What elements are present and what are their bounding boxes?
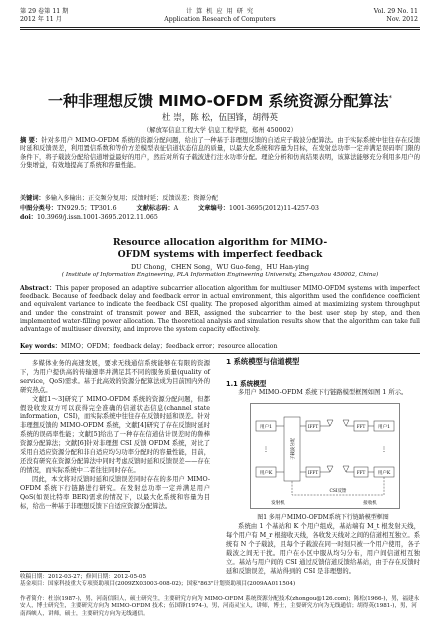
classification-row bbox=[20, 205, 420, 213]
body-paragraph: 多媒体业务的高速发展，要求无线通信系统能够在有限的资源下，为用户提供高的传输速率并满足其不同的服务质量(quality of service，QoS)需求。基于此高效的资源分配算法成为目前国内外的研究热点。 bbox=[20, 360, 210, 394]
body-paragraph: 系统由 1 个基站和 K 个用户组成，基站端有 M_t 根发射天线，每个用户有 M_r 根接收天线，各收发天线对之间的信道相互独立。系统有 N 个子载波，且每个子载波在同一时刻只被一个用户使用，各子载波之间无干扰。用户在小区中服从均匀分布，用户间信道相互独立。基站与用户间的 CSI 通过反馈信道反馈给基站，由于存在反馈时延和反馈误差，基站得到的 CSI 是非理想的。 bbox=[226, 523, 420, 575]
fft-label-2: FFT bbox=[356, 470, 366, 475]
paper-title-en: Resource allocation algorithm for MIMO-OFDM systems with imperfect feedback bbox=[112, 237, 328, 260]
keywords-cn-text: 多输入多输出；正交频分复用；反馈时延；反馈误差；资源分配 bbox=[44, 195, 218, 202]
abstract-en-text: This paper proposed an adaptive subcarrier allocation algorithm for multiuser MIMO-OFDM systems with imperfect feedback. Because of feedback delay and feedback error in actual environment, this algorithm used the confidence coefficient and equivalent variance to indicate the feedback CSI quality. The proposed algorithm aimed at maximizing system throughput and under the constraint of transmit power and BER, assigned the subcarrier to the best user step by step, and then implemented water-filling power allocation. The theoretical analysis and simulation results show that the algorithm can take full advantage of multiuser diversity, and improve the system capacity effectively. bbox=[20, 285, 420, 334]
userK-output-label: 用户K bbox=[377, 471, 391, 476]
article-number-label: 文章编号： bbox=[198, 205, 230, 212]
issue-date: 2012 年 11 月 bbox=[20, 16, 62, 24]
receiver-label: 接收机 bbox=[363, 501, 377, 506]
doc-code-label: 文献标志码： bbox=[136, 205, 174, 212]
rx-antenna-icon-1 bbox=[343, 420, 349, 426]
abstract-cn bbox=[20, 137, 420, 171]
affiliation-en: ( Institute of Information Engineering, PLA Information Engineering University, Zhengzhou 450002, China) bbox=[61, 272, 379, 278]
body-paragraph: 因此，本文将对反馈时延和反馈误差同时存在的多用户 MIMO-OFDM 系统下行链路进行研究。在发射总功率一定并满足用户 QoS(如误比特率 BER)需求的情况下，以最大化系统和容量为目标，给出一种基于非理想反馈下自适应资源分配算法。 bbox=[20, 475, 210, 510]
user1-output-label: 用户1 bbox=[377, 425, 391, 430]
system-model-figure bbox=[250, 403, 400, 509]
ellipsis-left: ⋮ bbox=[263, 446, 269, 453]
affiliation-cn: （解放军信息工程大学 信息工程学院，郑州 450002） bbox=[143, 127, 297, 134]
footnote-bio: 作者简介：杜崇(1987-)，男，河南信阳人，硕士研究生，主要研究方向为 MIMO-OFDM 系统资源分配技术(zhongou@126.com)；陈松(1966-)，男，福建永安人，博士研究生，主要研究方向为 MIMO-OFDM 技术；伍国锋(1974-)，男，河南灵宝人，讲师，博士，主要研究方向为无线通信；胡得英(1981-)，男，河南西峡人，讲师，硕士，主要研究方向为无线通信。 bbox=[20, 596, 420, 617]
header-rule bbox=[20, 27, 420, 28]
section-heading-1: 1 系统模型与信道模型 bbox=[226, 357, 300, 366]
footnote-funding: 基金项目：国家科技重大专项资助项目(2009ZX03003-008-02)；国家"863"计划资助项目(2009AA011504) bbox=[20, 581, 296, 587]
rx-antenna-icon-2 bbox=[343, 466, 349, 472]
doc-code-value: A bbox=[173, 205, 179, 212]
abstract-en bbox=[20, 285, 420, 334]
journal-name-en: Application Research of Computers bbox=[164, 16, 276, 24]
keywords-cn bbox=[20, 195, 218, 203]
article-number-value: 1001-3695(2012)11-4257-03 bbox=[229, 205, 319, 212]
ellipsis-right: ⋮ bbox=[381, 446, 387, 453]
figure-frame bbox=[251, 404, 400, 509]
header-rule-thin bbox=[20, 29, 420, 30]
issue-date-en: Nov. 2012 bbox=[386, 16, 418, 24]
journal-volume-en bbox=[374, 8, 418, 25]
clc-value: TN929.5；TP301.6 bbox=[57, 205, 117, 212]
authors-cn: 杜 崇，陈 松，伍国锋，胡得英 bbox=[162, 113, 278, 123]
transmitter-label: 发射机 bbox=[271, 501, 285, 506]
tx-antenna-icon-2 bbox=[327, 466, 333, 472]
csi-feedback-label: CSI反馈 bbox=[329, 489, 347, 494]
keywords-en-label: Key words： bbox=[20, 343, 62, 350]
ifft-label-1: IFFT bbox=[307, 424, 319, 429]
keywords-cn-label: 关键词： bbox=[20, 195, 45, 202]
paper-title-cn-text: 一种非理想反馈 MIMO-OFDM 系统资源分配算法 bbox=[47, 92, 389, 110]
abstract-cn-label: 摘 要： bbox=[20, 137, 42, 144]
footnote-received: 收稿日期：2012-03-27；修回日期：2012-05-05 bbox=[20, 574, 147, 580]
subsection-heading-1-1: 1.1 系统模型 bbox=[226, 380, 267, 388]
journal-name-cn: 计 算 机 应 用 研 究 bbox=[185, 8, 255, 15]
tx-antenna-icon-1 bbox=[327, 420, 333, 426]
title-footnote-mark: * bbox=[388, 94, 392, 102]
ifft-label-2: IFFT bbox=[307, 470, 319, 475]
userK-input-label: 用户K bbox=[259, 471, 273, 476]
body-paragraph: 多用户 MIMO-OFDM 系统下行链路模型框图如图 1 所示。 bbox=[238, 389, 408, 396]
body-left-column bbox=[20, 360, 210, 511]
keywords-en bbox=[20, 343, 277, 351]
footnote-rule bbox=[20, 571, 130, 572]
doi-row bbox=[20, 214, 158, 222]
fft-label-1: FFT bbox=[356, 424, 366, 429]
subcarrier-allocation-label: 子载波分配 bbox=[291, 438, 296, 460]
doi-value: 10.3969/j.issn.1001-3695.2012.11.065 bbox=[37, 214, 158, 221]
abstract-cn-text: 针对多用户 MIMO-OFDM 系统的资源分配问题，给出了一种基于非理想反馈的自适应子载波分配算法。由于实际系统中往往存在反馈时延和反馈误差，利用置信系数和等价方差模型表征信道状态信息的质量，以最大化系统和容量为目标，在发射总功率一定并满足误码率门限的条件下，将子载波分配给信道增益最好的用户，然后对所有子载波进行注水功率分配。理论分析和仿真结果表明，该算法能够充分利用多用户的分集增益，有效地提高了系统和容量性能。 bbox=[20, 137, 420, 170]
doi-label: doi： bbox=[20, 214, 37, 221]
paper-title-cn bbox=[0, 90, 440, 111]
abstract-en-label: Abstract： bbox=[20, 285, 56, 292]
keywords-en-text: MIMO；OFDM；feedback delay；feedback error；resource allocation bbox=[61, 343, 278, 350]
authors-en: DU Chong，CHEN Song，WU Guo-feng，HU Han-ying bbox=[130, 263, 310, 271]
abstract-rule bbox=[20, 353, 420, 354]
volume-issue-en: Vol. 29 No. 11 bbox=[373, 8, 418, 15]
user1-input-label: 用户1 bbox=[259, 425, 273, 430]
volume-issue: 第 29 卷第 11 期 bbox=[20, 8, 69, 15]
body-paragraph: 文献[1～3]研究了 MIMO-OFDM 系统的资源分配问题，但都假设收发双方可以获得完全准确的信道状态信息(channel state information，CSI)，而实际系统中往往存在反馈时延和误差。针对非理想反馈的 MIMO-OFDM 系统，文献[4]研究了存在反馈时延时系统的误码率性能；文献[5]给出了一种存在信道估计误差时的鲁棒资源分配算法；文献[6]针对非理想 CSI 反馈 OFDM 系统，对比了采用自适应资源分配和非自适应均匀功率分配时的容量性能，目前，还没有研究在资源分配算法中同时考虑反馈时延和反馈误差——存在的情况，而实际系统中二者往往同时存在。 bbox=[20, 395, 210, 474]
figure-caption: 图1 多用户MIMO-OFDM系统下行链路模型框图 bbox=[257, 514, 389, 521]
clc-label: 中图分类号： bbox=[20, 205, 58, 212]
